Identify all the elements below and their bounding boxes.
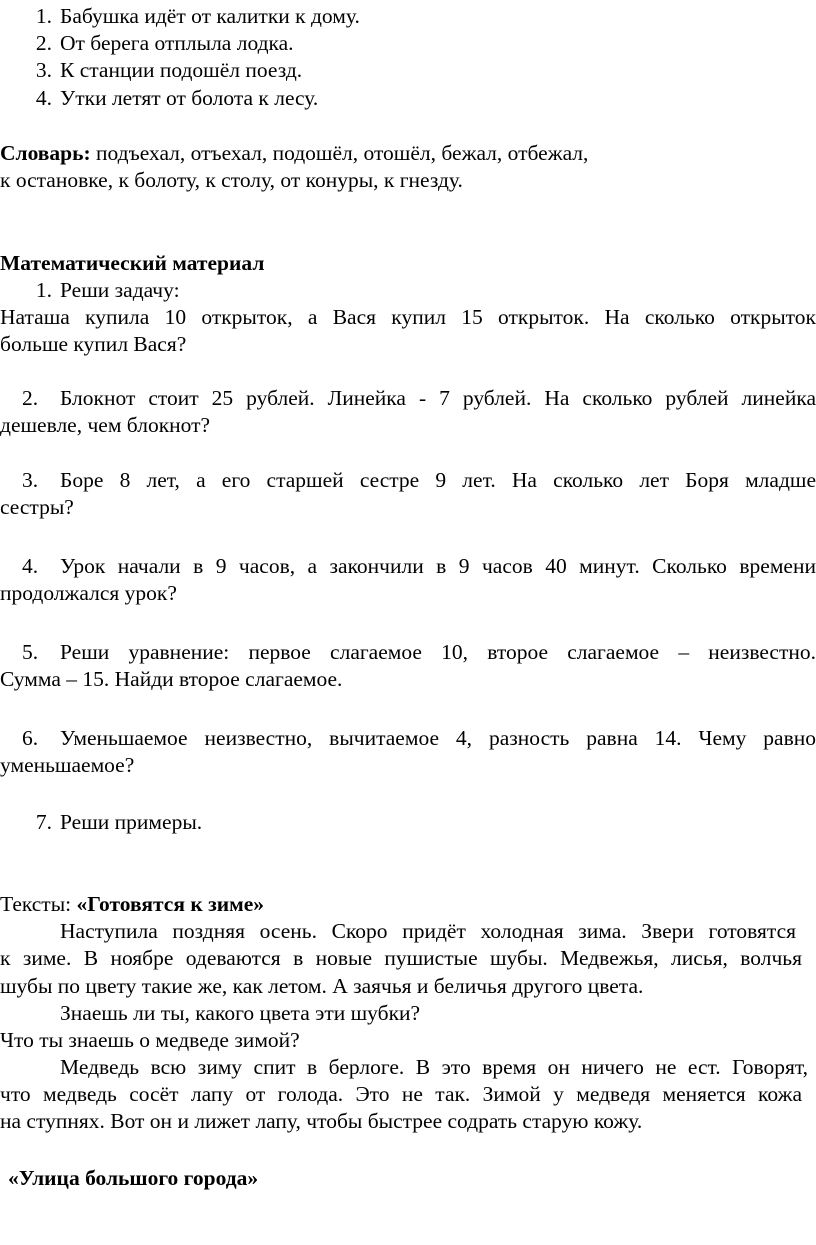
task-5-line-1 [0, 638, 816, 666]
story-line: Медведь всю зиму спит в берлоге. В это время он ничего не ест. Говорят, [60, 1055, 808, 1079]
vocabulary-label: Словарь: [0, 141, 91, 165]
list-item [22, 56, 302, 84]
task-2-line-1 [0, 384, 816, 412]
task-3-line-2: сестры? [0, 495, 74, 519]
task-1-line-2: больше купил Вася? [0, 332, 187, 356]
math-heading: Математический материал [0, 251, 265, 275]
story-line: Что ты знаешь о медведе зимой? [0, 1028, 300, 1052]
vocabulary-line-1 [0, 139, 588, 167]
texts-label: Тексты: [0, 892, 77, 916]
task-7-line [22, 808, 202, 836]
task-number: 5. [22, 640, 39, 664]
task-number: 1. [35, 278, 52, 302]
task-6-line-2: уменьшаемое? [0, 753, 135, 777]
list-item-text: Бабушка идёт от калитки к дому. [60, 4, 360, 28]
task-4-line-1 [0, 552, 816, 580]
task-number: 7. [35, 810, 52, 834]
task-title: Реши задачу: [60, 278, 180, 302]
task-number: 2. [22, 386, 39, 410]
task-number: 4. [22, 554, 39, 578]
task-2-line-2: дешевле, чем блокнот? [0, 413, 211, 437]
vocabulary-words: подъехал, отъехал, подошёл, отошёл, бежал, отбежал, [90, 141, 589, 165]
list-item [22, 2, 360, 30]
task-5-line-2: Сумма – 15. Найди второе слагаемое. [0, 667, 343, 691]
story-line: что медведь сосёт лапу от голода. Это не так. Зимой у медведя меняется кожа [0, 1082, 802, 1106]
task-1-line-1: Наташа купила 10 открыток, а Вася купил 15 открыток. На сколько открыток [0, 305, 816, 329]
task-text: Уменьшаемое неизвестно, вычитаемое 4, разность равна 14. Чему равно [60, 726, 816, 750]
list-number: 4. [35, 86, 52, 110]
story-line: шубы по цвету такие же, как летом. А заячья и беличья другого цвета. [0, 974, 644, 998]
story-title: «Готовятся к зиме» [76, 892, 265, 916]
task-number: 6. [22, 726, 39, 750]
task-4-line-2: продолжался урок? [0, 581, 177, 605]
story-line: на ступнях. Вот он и лижет лапу, чтобы быстрее содрать старую кожу. [0, 1109, 643, 1133]
task-text: Реши уравнение: первое слагаемое 10, второе слагаемое – неизвестно. [60, 640, 816, 664]
list-number: 1. [35, 4, 52, 28]
story-line: Наступила поздняя осень. Скоро придёт холодная зима. Звери готовятся [60, 919, 796, 943]
task-3-line-1 [0, 466, 816, 494]
task-text: Урок начали в 9 часов, а закончили в 9 часов 40 минут. Сколько времени [60, 554, 816, 578]
task-number: 3. [22, 468, 39, 492]
list-number: 2. [35, 31, 52, 55]
task-text: Боре 8 лет, а его старшей сестре 9 лет. На сколько лет Боря младше [60, 468, 816, 492]
task-1-title-line [22, 276, 180, 304]
list-item [22, 84, 318, 112]
list-item [22, 29, 294, 57]
task-6-line-1 [0, 724, 816, 752]
story-line: Знаешь ли ты, какого цвета эти шубки? [60, 1001, 421, 1025]
texts-heading-line [0, 890, 264, 918]
task-text: Блокнот стоит 25 рублей. Линейка - 7 рублей. На сколько рублей линейка [60, 386, 816, 410]
story-line: к зиме. В ноябре одеваются в новые пушистые шубы. Медвежья, лисья, волчья [0, 946, 802, 970]
list-item-text: К станции подошёл поезд. [60, 58, 303, 82]
list-item-text: От берега отплыла лодка. [60, 31, 294, 55]
list-item-text: Утки летят от болота к лесу. [60, 86, 319, 110]
list-number: 3. [35, 58, 52, 82]
vocabulary-line-2: к остановке, к болоту, к столу, от конуры, к гнезду. [0, 168, 463, 192]
story-title-2: «Улица большого города» [8, 1166, 259, 1190]
task-text: Реши примеры. [60, 810, 203, 834]
